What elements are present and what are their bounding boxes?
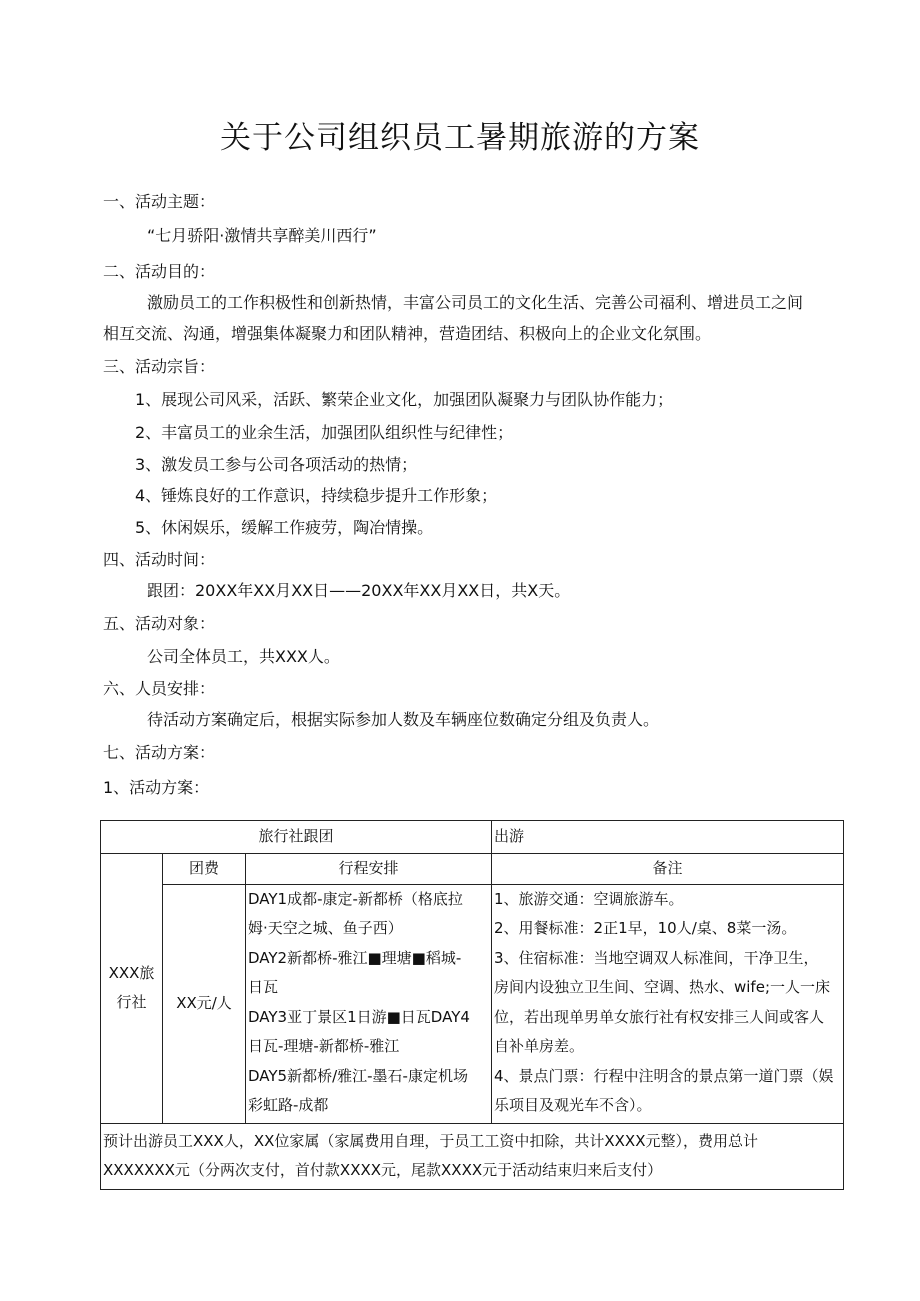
agency-name-line: XXX旅 (108, 963, 155, 982)
tenet-item: 2、丰富员工的业余生活，加强团队组织性与纪律性； (135, 423, 514, 442)
notes-line: 3、住宿标准：当地空调双人标准间，干净卫生， (494, 948, 819, 967)
tenet-item: 1、展现公司风采，活跃、繁荣企业文化，加强团队凝聚力与团队协作能力； (135, 390, 674, 409)
col-header-notes: 备注 (492, 854, 844, 885)
table-row (101, 884, 844, 1123)
section-heading-tenet: 三、活动宗旨： (103, 357, 216, 376)
fee-cell: XX元/人 (163, 884, 246, 1123)
footer-line: 预计出游员工XXX人，XX位家属（家属费用自理，于员工工资中扣除，共计XXXX元整），费用总计 (103, 1131, 758, 1150)
staffing-text: 待活动方案确定后，根据实际参加人数及车辆座位数确定分组及负责人。 (147, 710, 660, 729)
target-text: 公司全体员工，共XXX人。 (147, 647, 340, 666)
agency-name-line: 行社 (116, 993, 147, 1012)
itinerary-line: DAY3亚丁景区1日游■日瓦DAY4 (248, 1007, 470, 1026)
table-row (101, 1123, 844, 1189)
col-header-fee: 团费 (163, 854, 246, 885)
footer-line: XXXXXXX元（分两次支付，首付款XXXX元，尾款XXXX元于活动结束归来后支付） (103, 1161, 663, 1179)
header-trip: 出游 (492, 821, 844, 854)
notes-line: 房间内设独立卫生间、空调、热水、wife;一人一床 (494, 978, 831, 996)
notes-line: 2、用餐标准：2正1早，10人/桌、8菜一汤。 (494, 919, 797, 937)
plan-table (100, 820, 844, 1190)
purpose-line-2: 相互交流、沟通，增强集体凝聚力和团队精神，营造团结、积极向上的企业文化氛围。 (103, 324, 712, 343)
itinerary-line: 日瓦 (248, 978, 279, 996)
itinerary-line: 姆·天空之城、鱼子西） (248, 919, 403, 937)
section-heading-plan: 七、活动方案： (103, 743, 216, 762)
notes-line: 4、景点门票：行程中注明含的景点第一道门票（娱 (494, 1066, 834, 1085)
section-heading-time: 四、活动时间： (103, 550, 216, 569)
theme-text: “七月骄阳·激情共享醉美川西行” (147, 226, 377, 245)
section-heading-target: 五、活动对象： (103, 614, 216, 633)
page-title: 关于公司组织员工暑期旅游的方案 (220, 120, 700, 156)
itinerary-line: 彩虹路-成都 (248, 1096, 329, 1114)
notes-line: 自补单房差。 (494, 1037, 585, 1055)
notes-line: 1、旅游交通：空调旅游车。 (494, 889, 684, 908)
itinerary-line: DAY2新都桥-雅江■理塘■稻城- (248, 948, 462, 967)
tenet-item: 5、休闲娱乐，缓解工作疲劳，陶冶情操。 (135, 518, 434, 537)
notes-line: 乐项目及观光车不含）。 (494, 1096, 652, 1114)
notes-line: 位，若出现单男单女旅行社有权安排三人间或客人 (494, 1007, 825, 1026)
itinerary-line: 日瓦-理塘-新都桥-雅江 (248, 1037, 400, 1055)
itinerary-line: DAY1成都-康定-新都桥（格底拉 (248, 889, 463, 908)
footer-cell (101, 1123, 844, 1189)
agency-cell (101, 854, 163, 1124)
tenet-item: 4、锤炼良好的工作意识，持续稳步提升工作形象； (135, 486, 498, 505)
col-header-itinerary: 行程安排 (246, 854, 492, 885)
section-heading-staffing: 六、人员安排： (103, 679, 216, 698)
purpose-line-1: 激励员工的工作积极性和创新热情，丰富公司员工的文化生活、完善公司福利、增进员工之间 (147, 293, 804, 312)
plan-subheading: 1、活动方案： (103, 778, 210, 797)
itinerary-cell (246, 884, 492, 1123)
header-tour-group: 旅行社跟团 (101, 821, 492, 854)
time-text: 跟团：20XX年XX月XX日——20XX年XX月XX日，共X天。 (147, 581, 571, 600)
itinerary-line: DAY5新都桥/雅江-墨石-康定机场 (248, 1066, 468, 1085)
section-heading-theme: 一、活动主题： (103, 192, 216, 211)
tenet-item: 3、激发员工参与公司各项活动的热情； (135, 455, 418, 474)
table-row (101, 854, 844, 885)
notes-cell (492, 884, 844, 1123)
table-row (101, 821, 844, 854)
section-heading-purpose: 二、活动目的： (103, 262, 216, 281)
